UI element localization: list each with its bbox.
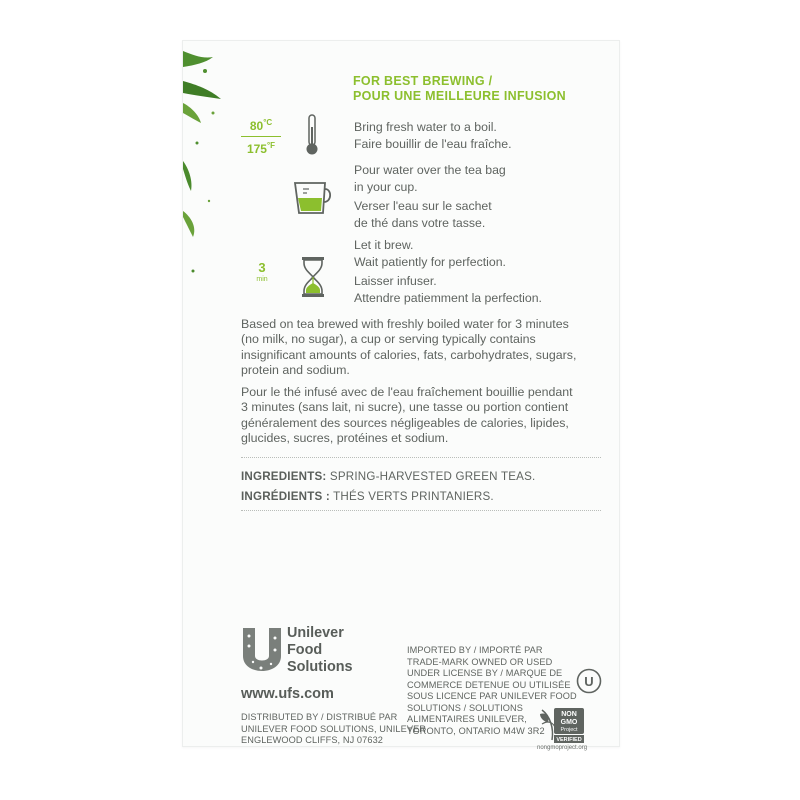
ingredients-french: INGRÉDIENTS : THÉS VERTS PRINTANIERS.	[241, 490, 494, 503]
hourglass-icon	[300, 256, 326, 298]
svg-text:GMO: GMO	[560, 719, 578, 726]
tea-leaf-splash-graphic	[183, 41, 243, 301]
svg-text:VERIFIED: VERIFIED	[556, 737, 582, 743]
nutrition-note-english: Based on tea brewed with freshly boiled water for 3 minutes (no milk, no sugar), a cup or serving typically contains insignificant amounts of calories, fats, carbohydrates, sugars, protein and sodium.	[241, 317, 577, 377]
importer-info: IMPORTED BY / IMPORTÉ PAR TRADE-MARK OWNED OR USED UNDER LICENSE BY / MARQUE DE COMMERCE DETENUE OU UTILISÉE SOUS LICENCE PAR UNILEVER FOOD SOLUTIONS / SOLUTIONS ALIMENTAIRES UNILEVER, TORONTO, ONTARIO M4W 3R2	[407, 645, 577, 736]
thermometer-icon	[301, 113, 323, 157]
non-gmo-verified-badge-icon	[538, 706, 586, 744]
non-gmo-website: nongmoproject.org	[537, 745, 588, 751]
svg-text:U: U	[584, 674, 594, 689]
brewing-heading: FOR BEST BREWING / POUR UNE MEILLEURE INFUSION	[353, 74, 566, 103]
svg-text:Project: Project	[560, 727, 578, 733]
step-3-text: Let it brew. Wait patiently for perfection. Laisser infuser. Attendre patiemment la perfection.	[354, 238, 542, 305]
step-2-text: Pour water over the tea bag in your cup. Verser l'eau sur le sachet de thé dans votre tasse.	[354, 163, 506, 230]
divider-top	[241, 457, 601, 458]
package-back-panel	[182, 40, 620, 751]
unilever-logo-icon	[241, 626, 283, 676]
measuring-cup-icon	[291, 180, 333, 216]
website-link[interactable]: www.ufs.com	[241, 686, 334, 702]
ingredients-english: INGREDIENTS: SPRING-HARVESTED GREEN TEAS.	[241, 470, 536, 483]
brand-name: Unilever Food Solutions	[287, 625, 353, 675]
distributor-info: DISTRIBUTED BY / DISTRIBUÉ PAR UNILEVER FOOD SOLUTIONS, UNILEVER ENGLEWOOD CLIFFS, NJ 07632	[241, 712, 427, 745]
step-1-text: Bring fresh water to a boil. Faire bouillir de l'eau fraîche.	[354, 120, 512, 151]
divider-bottom	[241, 510, 601, 511]
kosher-certification-icon	[576, 668, 602, 694]
nutrition-note-french: Pour le thé infusé avec de l'eau fraîchement bouillie pendant 3 minutes (sans lait, ni sucre), une tasse ou portion contient généralement des sources négligeables de calories, lipides, glucides, sucres, protéines et sodium.	[241, 385, 573, 445]
temperature-indicator: $80^{^\circ C}$ $175^{^\circ F}$	[238, 114, 284, 158]
brew-time-indicator: 3 min	[256, 260, 268, 283]
svg-text:NON: NON	[561, 711, 577, 718]
